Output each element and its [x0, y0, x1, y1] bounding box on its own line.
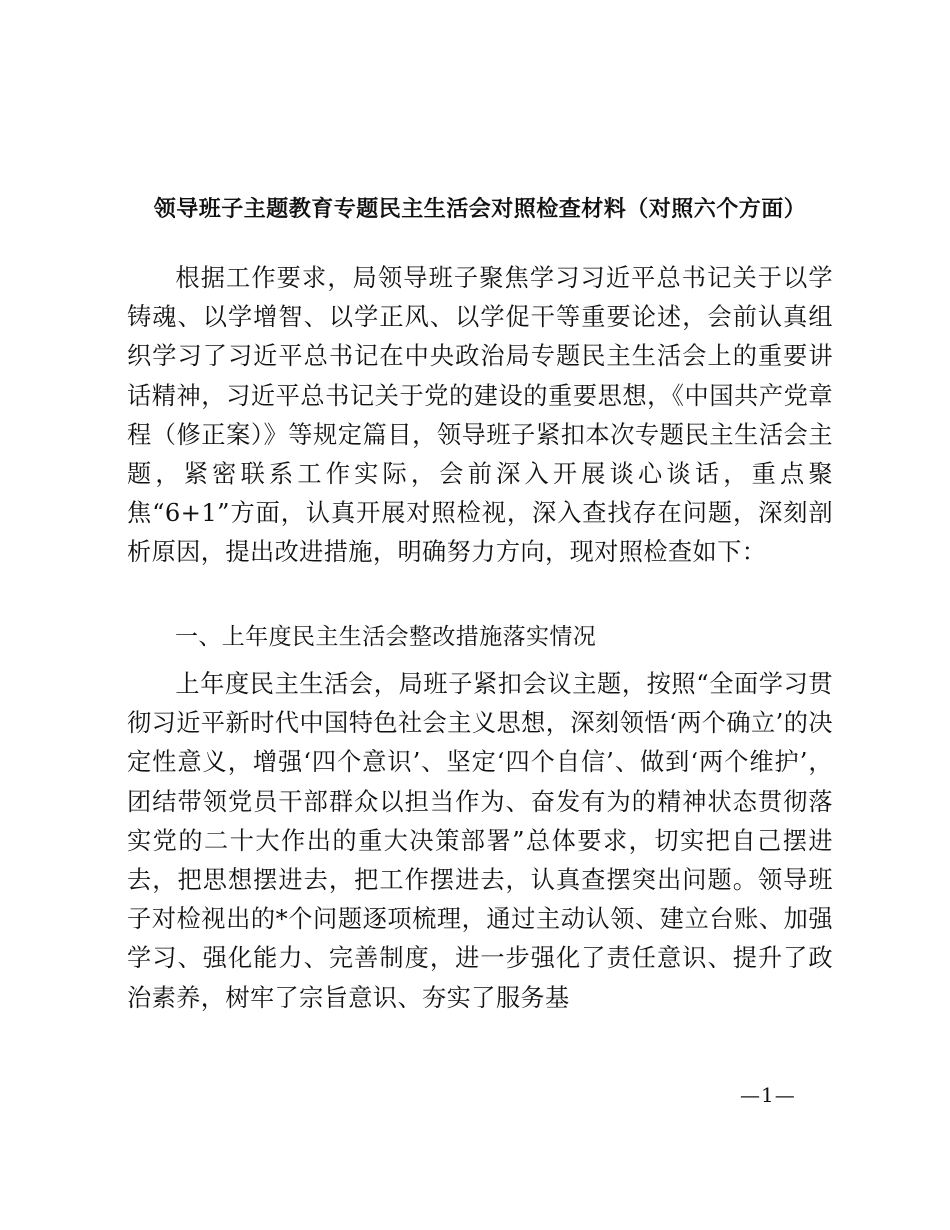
page-number: —1—	[740, 1083, 796, 1107]
section-paragraph: 上年度民主生活会，局班子紧扣会议主题，按照“全面学习贯彻习近平新时代中国特色社会主义思想，深刻领悟‘两个确立’的决定性意义，增强‘四个意识’、坚定‘四个自信’、做到‘两个维护’，团结带领党员干部群众以担当作为、奋发有为的精神状态贯彻落实党的二十大作出的重大决策部署”总体要求，切实把自己摆进去，把思想摆进去，把工作摆进去，认真查摆突出问题。领导班子对检视出的*个问题逐项梳理，通过主动认领、建立台账、加强学习、强化能力、完善制度，进一步强化了责任意识、提升了政治素养，树牢了宗旨意识、夯实了服务基	[127, 670, 833, 1012]
intro-paragraph: 根据工作要求，局领导班子聚焦学习习近平总书记关于以学铸魂、以学增智、以学正风、以学促干等重要论述，会前认真组织学习了习近平总书记在中央政治局专题民主生活会上的重要讲话精神，习近平总书记关于党的建设的重要思想，《中国共产党章程（修正案）》等规定篇目，领导班子紧扣本次专题民主生活会主题，紧密联系工作实际，会前深入开展谈心谈话，重点聚焦“6+1”方面，认真开展对照检视，深入查找存在问题，深刻剖析原因，提出改进措施，明确努力方向，现对照检查如下：	[127, 264, 833, 567]
document-title: 领导班子主题教育专题民主生活会对照检查材料（对照六个方面）	[153, 196, 807, 222]
section-heading: 一、上年度民主生活会整改措施落实情况	[175, 624, 597, 650]
